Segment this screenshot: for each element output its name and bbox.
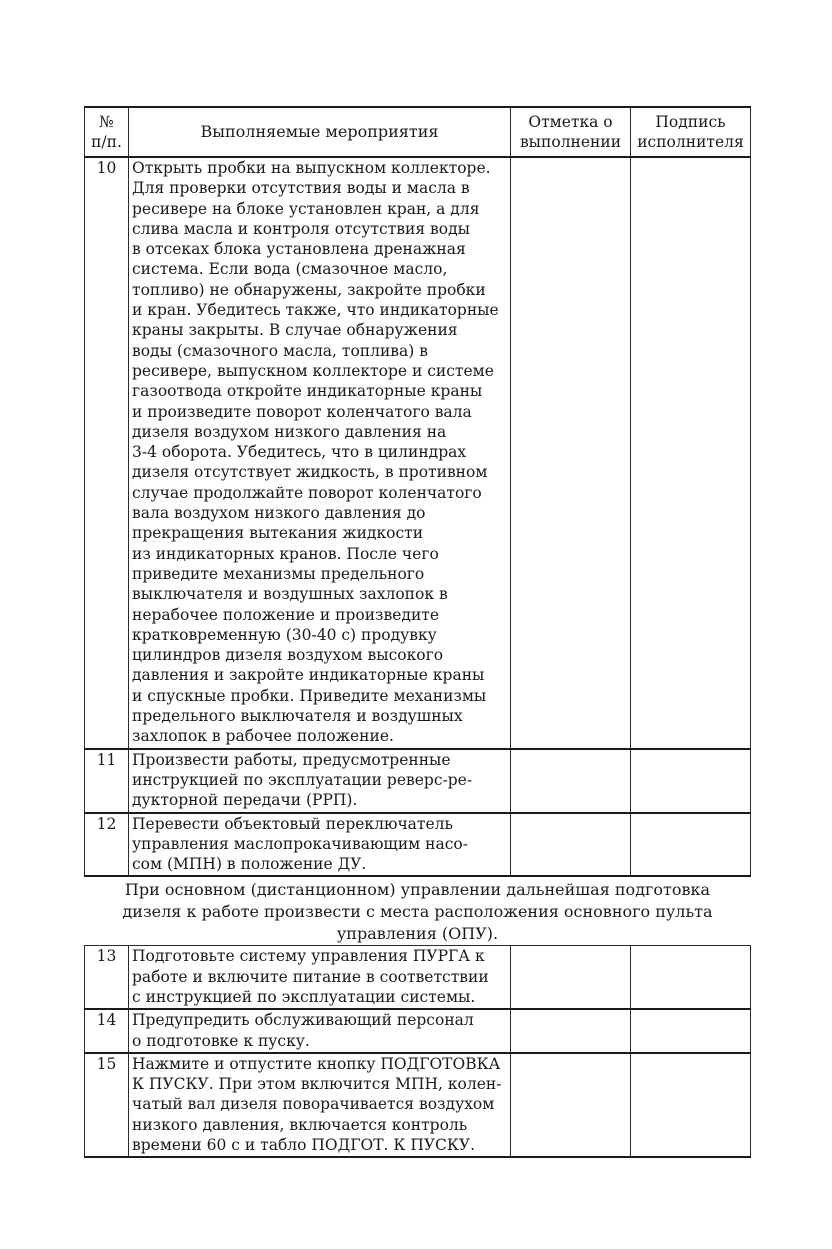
description-line: прекращения вытекания жидкости (132, 524, 424, 543)
description-line: воды (смазочного масла, топлива) в (132, 341, 428, 360)
completion-mark-cell[interactable] (511, 946, 631, 1009)
description-line: ресивере на блоке установлен кран, а для (132, 199, 480, 218)
description-line: сом (МПН) в положение ДУ. (132, 855, 367, 874)
note-line: управления (ОПУ). (336, 924, 499, 944)
step-number: 10 (85, 157, 129, 749)
description-line: случае продолжайте поворот коленчатого (132, 483, 482, 502)
description-line: топливо) не обнаружены, закройте пробки (132, 280, 486, 299)
table-header (85, 107, 751, 157)
step-description (129, 1009, 511, 1053)
description-line: Нажмите и отпустите кнопку ПОДГОТОВКА (132, 1054, 501, 1073)
signature-cell[interactable] (631, 749, 751, 813)
description-line: инструкцией по эксплуатации реверс-ре- (132, 770, 473, 789)
description-line: работе и включите питание в соответствии (132, 967, 489, 986)
description-line: в отсеках блока установлена дренажная (132, 240, 466, 259)
header-number (85, 107, 129, 157)
step-number: 13 (85, 946, 129, 1009)
header-signature (631, 107, 751, 157)
section-note-row (85, 876, 751, 946)
signature-cell[interactable] (631, 157, 751, 749)
table-row (85, 946, 751, 1009)
step-description (129, 946, 511, 1009)
description-line: приведите механизмы предельного (132, 564, 425, 583)
section-note (85, 876, 751, 946)
description-line: чатый вал дизеля поворачивается воздухом (132, 1095, 495, 1114)
description-line: 3-4 оборота. Убедитесь, что в цилиндрах (132, 443, 467, 462)
description-line: о подготовке к пуску. (132, 1031, 310, 1050)
completion-mark-cell[interactable] (511, 1009, 631, 1053)
description-line: предельного выключателя и воздушных (132, 707, 463, 726)
description-line: система. Если вода (смазочное масло, (132, 260, 448, 279)
description-line: нерабочее положение и произведите (132, 605, 440, 624)
completion-mark-cell[interactable] (511, 749, 631, 813)
completion-mark-cell[interactable] (511, 157, 631, 749)
table-row (85, 813, 751, 877)
description-line: дукторной передачи (РРП). (132, 791, 358, 810)
description-line: Перевести объектовый переключатель (132, 814, 453, 833)
header-line: исполнителя (637, 133, 744, 151)
description-line: дизеля воздухом низкого давления на (132, 422, 447, 441)
description-line: Открыть пробки на выпускном коллекторе. (132, 159, 491, 177)
description-line: и произведите поворот коленчатого вала (132, 402, 472, 421)
header-line: № (99, 113, 114, 131)
description-line: и кран. Убедитесь также, что индикаторные (132, 301, 499, 320)
description-line: краны закрыты. В случае обнаружения (132, 321, 458, 340)
description-line: цилиндров дизеля воздухом высокого (132, 646, 444, 665)
description-line: газоотвода откройте индикаторные краны (132, 382, 483, 401)
step-number: 12 (85, 813, 129, 877)
description-line: давления и закройте индикаторные краны (132, 666, 485, 685)
step-number: 11 (85, 749, 129, 813)
description-line: кратковременную (30-40 с) продувку (132, 625, 437, 644)
header-completion-mark (511, 107, 631, 157)
description-line: дизеля отсутствует жидкость, в противном (132, 463, 488, 482)
note-line: При основном (дистанционном) управлении дальнейшая подготовка (124, 880, 711, 900)
step-description (129, 157, 511, 749)
table-row (85, 1009, 751, 1053)
table-body (85, 157, 751, 1157)
header-line: п/п. (91, 133, 122, 151)
step-number: 14 (85, 1009, 129, 1053)
description-line: и спускные пробки. Приведите механизмы (132, 686, 487, 705)
procedure-table (84, 106, 751, 1158)
signature-cell[interactable] (631, 1053, 751, 1157)
description-line: ресивере, выпускном коллекторе и системе (132, 361, 494, 380)
table-row (85, 1053, 751, 1157)
signature-cell[interactable] (631, 813, 751, 877)
header-line: выполнении (519, 133, 622, 151)
header-actions (129, 107, 511, 157)
description-line: Подготовьте систему управления ПУРГА к (132, 947, 485, 966)
signature-cell[interactable] (631, 1009, 751, 1053)
header-line: Выполняемые мероприятия (200, 122, 439, 141)
signature-cell[interactable] (631, 946, 751, 1009)
description-line: К ПУСКУ. При этом включится МПН, колен- (132, 1075, 502, 1094)
completion-mark-cell[interactable] (511, 1053, 631, 1157)
description-line: времени 60 с и табло ПОДГОТ. К ПУСКУ. (132, 1136, 476, 1155)
description-line: низкого давления, включается контроль (132, 1115, 468, 1134)
table-row (85, 157, 751, 749)
description-line: Для проверки отсутствия воды и масла в (132, 179, 470, 198)
header-line: Подпись (655, 113, 726, 131)
description-line: управления маслопрокачивающим насо- (132, 834, 468, 853)
step-description (129, 813, 511, 877)
header-line: Отметка о (528, 113, 613, 131)
step-description (129, 1053, 511, 1157)
description-line: из индикаторных кранов. После чего (132, 544, 439, 563)
description-line: Произвести работы, предусмотренные (132, 750, 451, 769)
description-line: Предупредить обслуживающий персонал (132, 1011, 474, 1030)
step-number: 15 (85, 1053, 129, 1157)
description-line: выключателя и воздушных захлопок в (132, 585, 448, 604)
step-description (129, 749, 511, 813)
description-line: вала воздухом низкого давления до (132, 504, 426, 523)
description-line: захлопок в рабочее положение. (132, 727, 394, 746)
table-row (85, 749, 751, 813)
completion-mark-cell[interactable] (511, 813, 631, 877)
description-line: слива масла и контроля отсутствия воды (132, 219, 470, 238)
note-line: дизеля к работе произвести с места расположения основного пульта (122, 902, 713, 922)
description-line: с инструкцией по эксплуатации системы. (132, 987, 476, 1006)
